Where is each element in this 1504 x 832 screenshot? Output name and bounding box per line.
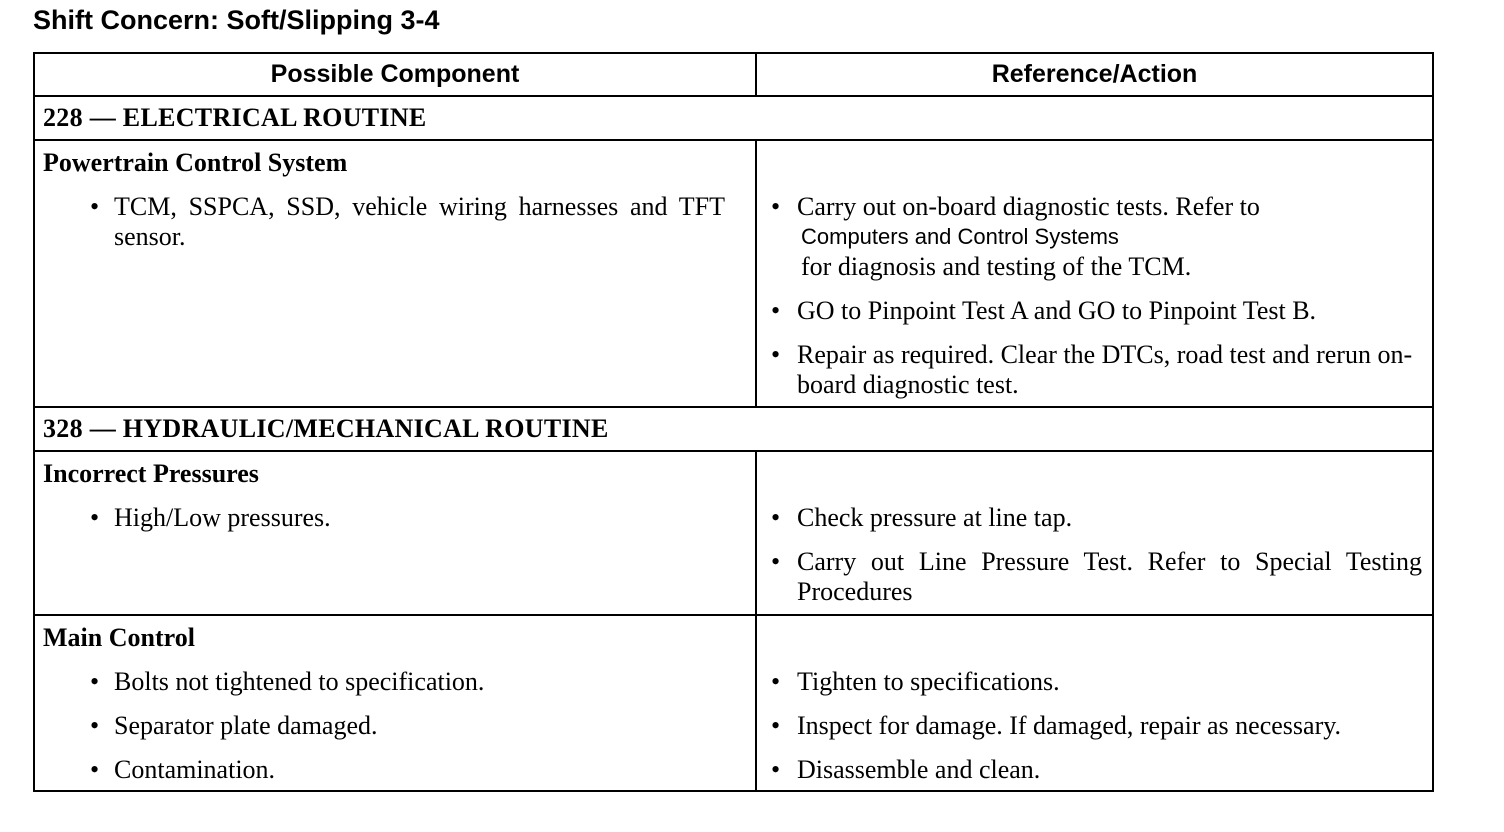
list-item: • Carry out on-board diagnostic tests. Refer to Computers and Control Systems for diagnosis and testing of the TCM. bbox=[757, 192, 1432, 282]
list-item: • Inspect for damage. If damaged, repair as necessary. bbox=[771, 711, 1342, 740]
component-text: Separator plate damaged. bbox=[114, 711, 378, 740]
component-cell bbox=[34, 615, 756, 791]
list-item: • Tighten to specifications. bbox=[771, 667, 1060, 696]
component-group-title: Main Control bbox=[43, 623, 195, 652]
action-text: Carry out on-board diagnostic tests. Refer to bbox=[797, 192, 1260, 221]
table-header-row bbox=[34, 53, 1433, 96]
section-heading: 328 — HYDRAULIC/MECHANICAL ROUTINE bbox=[34, 407, 1433, 451]
action-text: Repair as required. Clear the DTCs, road test and rerun on-board diagnostic test. bbox=[797, 340, 1413, 399]
list-item: • High/Low pressures. bbox=[90, 503, 331, 532]
action-text: Disassemble and clean. bbox=[797, 755, 1041, 784]
component-text: TCM, SSPCA, SSD, vehicle wiring harnesses and TFT sensor. bbox=[114, 192, 725, 251]
component-list bbox=[35, 192, 755, 252]
list-item: • Contamination. bbox=[90, 755, 276, 784]
table-row bbox=[34, 140, 1433, 407]
page-title: Shift Concern: Soft/Slipping 3-4 bbox=[33, 5, 440, 35]
component-cell bbox=[34, 140, 756, 407]
list-item: • Repair as required. Clear the DTCs, road test and rerun on-board diagnostic test. bbox=[771, 340, 1413, 399]
component-list bbox=[35, 667, 755, 785]
action-list bbox=[757, 503, 1432, 607]
component-text: Bolts not tightened to specification. bbox=[114, 667, 485, 696]
component-list bbox=[35, 503, 755, 533]
diagnosis-table bbox=[33, 52, 1434, 792]
column-header-component: Possible Component bbox=[34, 53, 756, 96]
list-item: • Bolts not tightened to specification. bbox=[90, 667, 485, 696]
column-header-action: Reference/Action bbox=[756, 53, 1433, 96]
table-row bbox=[34, 615, 1433, 791]
list-item: • Check pressure at line tap. bbox=[771, 503, 1073, 532]
action-text: Inspect for damage. If damaged, repair as necessary. bbox=[797, 711, 1342, 740]
action-text: Check pressure at line tap. bbox=[797, 503, 1073, 532]
action-cell bbox=[756, 140, 1433, 407]
list-item: • Disassemble and clean. bbox=[771, 755, 1041, 784]
component-text: Contamination. bbox=[114, 755, 276, 784]
reference-link: Computers and Control Systems bbox=[801, 224, 1119, 249]
component-group-title: Incorrect Pressures bbox=[43, 459, 259, 488]
list-item: • Carry out Line Pressure Test. Refer to Special Testing Procedures bbox=[771, 547, 1422, 606]
action-text: Tighten to specifications. bbox=[797, 667, 1060, 696]
section-heading: 228 — ELECTRICAL ROUTINE bbox=[34, 96, 1433, 140]
list-item: • TCM, SSPCA, SSD, vehicle wiring harnesses and TFT sensor. bbox=[90, 192, 725, 251]
action-cell bbox=[756, 451, 1433, 615]
list-item: • Separator plate damaged. bbox=[90, 711, 378, 740]
action-continuation: for diagnosis and testing of the TCM. bbox=[801, 252, 1192, 281]
table-row bbox=[34, 451, 1433, 615]
action-list bbox=[757, 667, 1432, 785]
section-row-electrical bbox=[34, 96, 1433, 140]
component-cell bbox=[34, 451, 756, 615]
component-group-title: Powertrain Control System bbox=[43, 148, 348, 177]
action-text: Carry out Line Pressure Test. Refer to Special Testing Procedures bbox=[797, 547, 1422, 606]
action-list bbox=[757, 192, 1432, 400]
action-text: GO to Pinpoint Test A and GO to Pinpoint Test B. bbox=[797, 296, 1317, 325]
section-row-hydraulic bbox=[34, 407, 1433, 451]
component-text: High/Low pressures. bbox=[114, 503, 331, 532]
action-cell bbox=[756, 615, 1433, 791]
list-item: • GO to Pinpoint Test A and GO to Pinpoint Test B. bbox=[771, 296, 1317, 325]
